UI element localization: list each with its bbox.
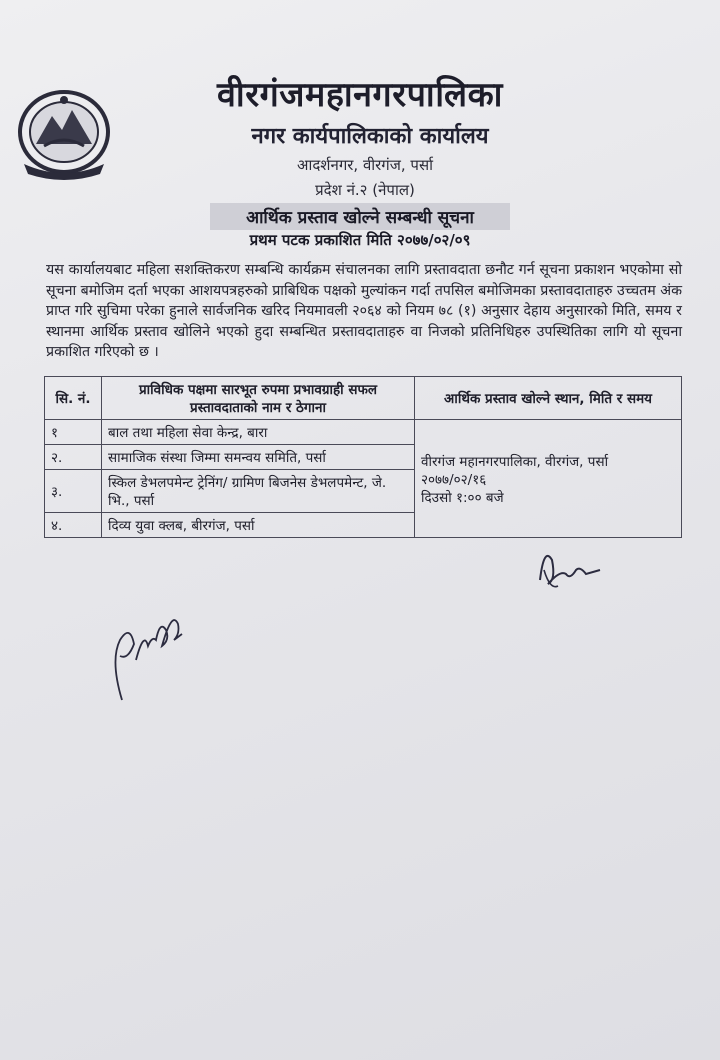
venue-time: दिउसो १:०० बजे	[421, 489, 504, 506]
cell-sn: १	[45, 420, 102, 445]
venue-place: वीरगंज महानगरपालिका, वीरगंज, पर्सा	[421, 453, 609, 470]
notice-headline: आर्थिक प्रस्ताव खोल्ने सम्बन्धी सूचना	[210, 203, 510, 230]
header-name: प्राविधिक पक्षमा सारभूत रुपमा प्रभावग्राही सफल प्रस्तावदाताको नाम र ठेगाना	[102, 377, 415, 420]
cell-sn: ३.	[45, 470, 102, 513]
header-venue: आर्थिक प्रस्ताव खोल्ने स्थान, मिति र समय	[415, 377, 682, 420]
address-line-1: आदर्शनगर, वीरगंज, पर्सा	[297, 156, 433, 174]
signature-left	[100, 600, 200, 710]
published-date: प्रथम पटक प्रकाशित मिति २०७७/०२/०९	[249, 231, 471, 249]
table-header-row	[45, 377, 682, 420]
page-title: वीरगंजमहानगरपालिका	[217, 75, 503, 115]
signature-right	[530, 540, 610, 600]
venue-date: २०७७/०२/१६	[421, 471, 487, 488]
cell-venue	[415, 420, 682, 538]
cell-name: स्किल डेभलपमेन्ट ट्रेनिंग/ ग्रामिण बिजनेस डेभलपमेन्ट, जे. भि., पर्सा	[102, 470, 415, 513]
cell-sn: ४.	[45, 513, 102, 538]
cell-name: बाल तथा महिला सेवा केन्द्र, बारा	[102, 420, 415, 445]
office-subtitle: नगर कार्यपालिकाको कार्यालय	[251, 123, 489, 149]
cell-name: सामाजिक संस्था जिम्मा समन्वय समिति, पर्सा	[102, 445, 415, 470]
notice-paragraph: यस कार्यालयबाट महिला सशक्तिकरण सम्बन्धि कार्यक्रम संचालनका लागि प्रस्तावदाता छनौट गर्न सूचना प्रकाशन भएकोमा सो सूचना बमोजिम दर्ता भएका आशयपत्रहरुको प्राबिधिक पक्षको मुल्यांकन गर्दा तपसिल बमोजिमका प्रस्तावदाताहरु उच्चतम अंक प्राप्त गरि सुचिमा परेका हुनाले सार्वजनिक खरिद नियमावली २०६४ को नियम ७८ (१) अनुसार देहाय अनुसारको मिति, समय र स्थानमा आर्थिक प्रस्ताव खोलिने भएको हुदा सम्बन्धित प्रस्तावदाताहरु वा निजको प्रतिनिधिहरु उपस्थितिका लागि यो सूचना प्रकाशित गरिएको छ ।	[46, 262, 682, 360]
header-sn: सि. नं.	[45, 377, 102, 420]
cell-name: दिव्य युवा क्लब, बीरगंज, पर्सा	[102, 513, 415, 538]
address-line-2: प्रदेश नं.२ (नेपाल)	[315, 181, 415, 199]
bidders-table	[44, 376, 682, 538]
cell-sn: २.	[45, 445, 102, 470]
table-row	[45, 420, 682, 445]
nepal-emblem-icon	[14, 86, 114, 182]
